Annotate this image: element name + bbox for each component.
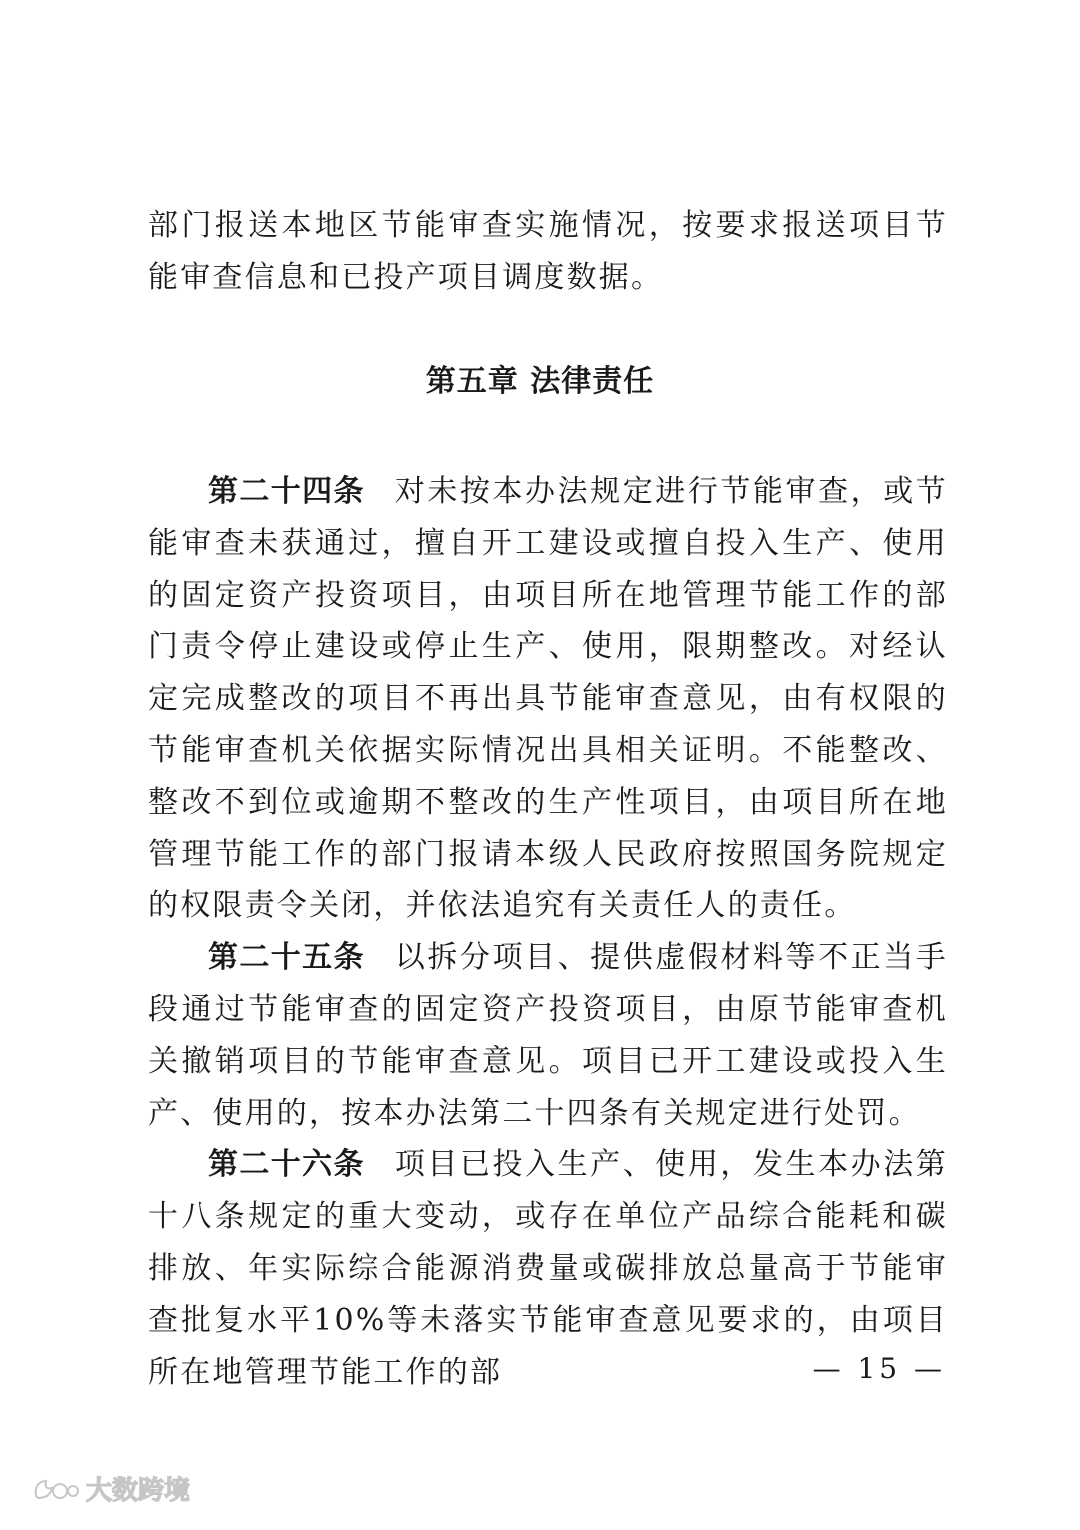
article-number: 第二十五条 <box>208 940 365 976</box>
articles-section <box>148 466 948 1398</box>
article-number: 第二十六条 <box>208 1147 365 1183</box>
article-24 <box>148 466 948 932</box>
logo-icon <box>30 1474 80 1504</box>
article-text: 以拆分项目、提供虚假材料等不正当手段通过节能审查的固定资产投资项目，由原节能审查机关撤销项目的节能审查意见。项目已开工建设或投入生产、使用的，按本办法第二十四条有关规定进行处罚。 <box>148 940 948 1131</box>
chapter-title: 第五章 法律责任 <box>425 364 655 399</box>
article-text: 对未按本办法规定进行节能审查，或节能审查未获通过，擅自开工建设或擅自投入生产、使用的固定资产投资项目，由项目所在地管理节能工作的部门责令停止建设或停止生产、使用，限期整改。对经认定完成整改的项目不再出具节能审查意见，由有权限的节能审查机关依据实际情况出具相关证明。不能整改、整改不到位或逾期不整改的生产性项目，由项目所在地管理节能工作的部门报请本级人民政府按照国务院规定的权限责令关闭，并依法追究有关责任人的责任。 <box>148 474 948 924</box>
article-25 <box>148 932 948 1139</box>
article-number: 第二十四条 <box>208 474 365 509</box>
watermark <box>30 1470 190 1507</box>
watermark-text: 大数跨境 <box>86 1476 191 1506</box>
article-text: 项目已投入生产、使用，发生本办法第十八条规定的重大变动，或存在单位产品综合能耗和碳排放、年实际综合能源消费量或碳排放总量高于节能审查批复水平10%等未落实节能审查意见要求的，由项目所在地管理节能工作的部 <box>148 1147 948 1390</box>
continued-paragraph: 部门报送本地区节能审查实施情况，按要求报送项目节能审查信息和已投产项目调度数据。 <box>148 208 948 295</box>
page-number: — 15 — <box>812 1352 946 1385</box>
